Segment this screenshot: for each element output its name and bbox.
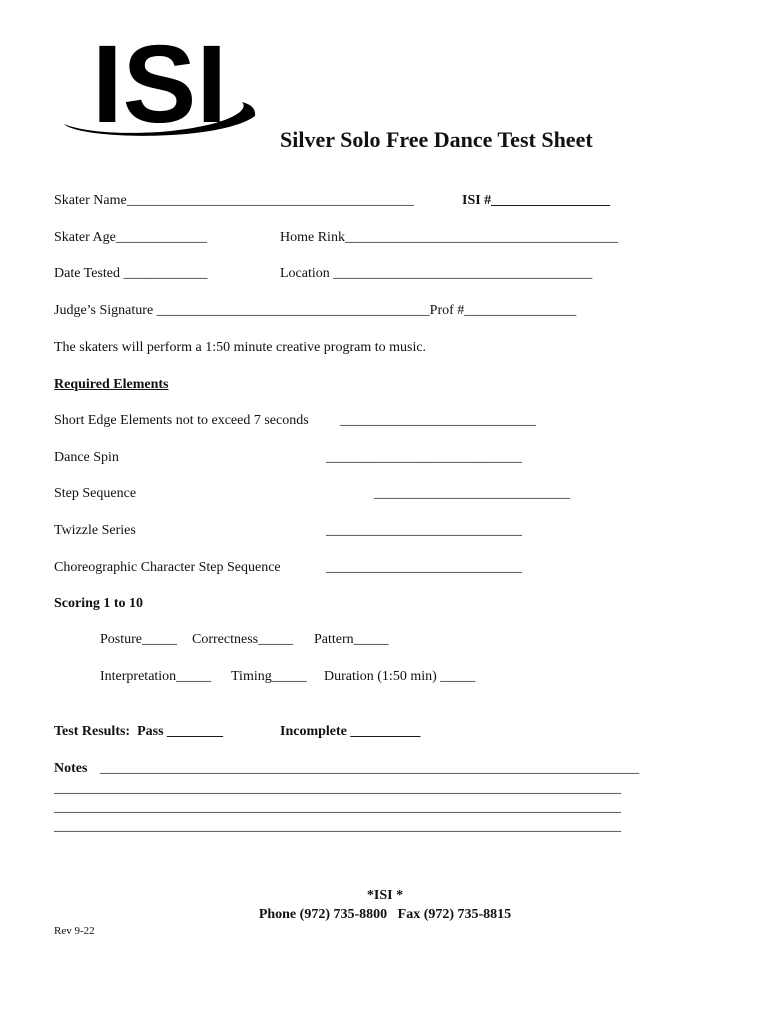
element-line: ____________________________ [326, 450, 522, 465]
notes-line: _________________________________________________________________________________ [54, 781, 621, 796]
element-line: ____________________________ [326, 523, 522, 538]
page-title: Silver Solo Free Dance Test Sheet [280, 127, 593, 152]
element-label: Short Edge Elements not to exceed 7 seconds [54, 413, 309, 428]
scoring-heading: Scoring 1 to 10 [54, 596, 144, 611]
notes-label: Notes [54, 761, 88, 776]
element-line: ____________________________ [326, 560, 522, 575]
element-line: ____________________________ [374, 486, 570, 501]
required-elements-heading: Required Elements [54, 377, 169, 392]
notes-line: _________________________________________________________________________________ [54, 819, 621, 834]
judges-signature-field: Judge’s Signature _______________________________________Prof #________________ [54, 303, 577, 318]
score-posture: Posture_____ [100, 632, 177, 647]
element-label: Choreographic Character Step Sequence [54, 560, 281, 575]
home-rink-field: Home Rink_______________________________________ [280, 230, 618, 245]
date-tested-field: Date Tested ____________ [54, 266, 208, 281]
element-label: Dance Spin [54, 450, 119, 465]
test-results-pass: Test Results: Pass ________ [54, 724, 224, 739]
score-correctness: Correctness_____ [192, 632, 294, 647]
skater-name-field: Skater Name_________________________________________ [54, 193, 414, 208]
intro-text: The skaters will perform a 1:50 minute creative program to music. [54, 340, 427, 355]
isi-logo [60, 24, 260, 142]
footer-contact: Phone (972) 735-8800 Fax (972) 735-8815 [258, 907, 512, 922]
score-pattern: Pattern_____ [314, 632, 389, 647]
logo-text: ISI [92, 24, 227, 142]
element-label: Twizzle Series [54, 523, 136, 538]
test-results-incomplete: Incomplete __________ [280, 724, 421, 739]
revision-label: Rev 9-22 [54, 925, 95, 937]
element-line: ____________________________ [340, 413, 536, 428]
score-timing: Timing_____ [231, 669, 307, 684]
element-label: Step Sequence [54, 486, 137, 501]
location-field: Location _____________________________________ [280, 266, 593, 281]
isi-number-field: ISI #_________________ [462, 193, 611, 208]
score-duration: Duration (1:50 min) _____ [324, 669, 476, 684]
notes-line: _____________________________________________________________________________ [100, 761, 639, 776]
skater-age-field: Skater Age_____________ [54, 230, 207, 245]
footer-org: *ISI * [366, 888, 404, 903]
score-interpretation: Interpretation_____ [100, 669, 212, 684]
notes-line: _________________________________________________________________________________ [54, 800, 621, 815]
